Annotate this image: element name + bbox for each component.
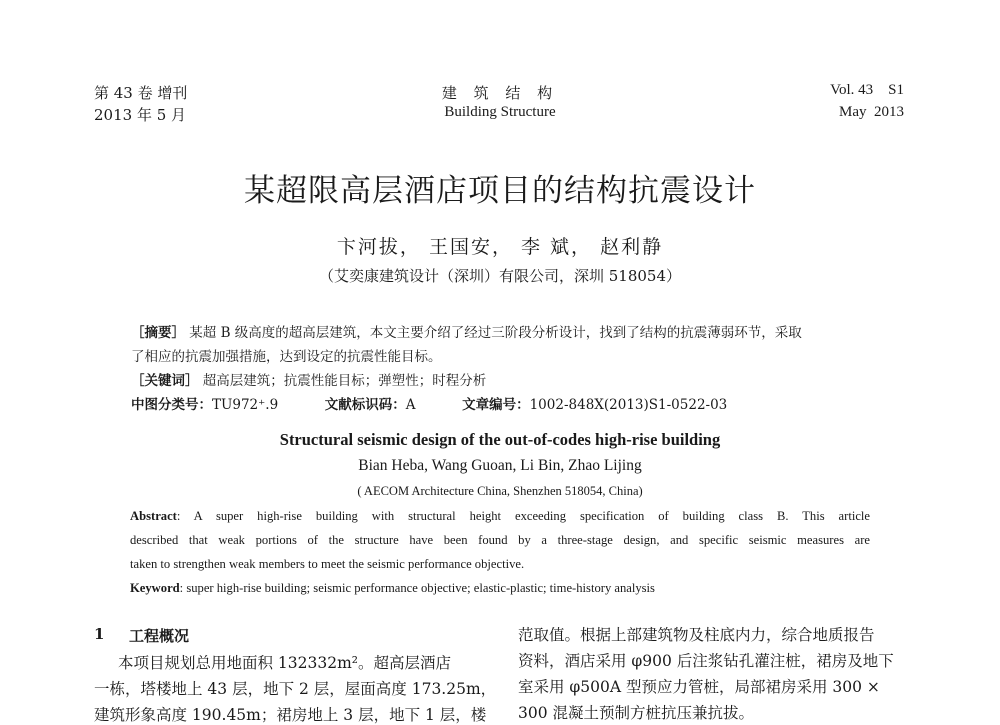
keyword-en [130, 581, 870, 596]
keyword-en-text: : super high-rise building; seismic performance objective; elastic-plastic; time-history analysis [179, 581, 655, 595]
section-1-number: 1 [94, 625, 105, 643]
doc-code-value: A [405, 397, 416, 413]
journal-name-cn: 建 筑 结 构 [441, 84, 559, 102]
body-right-line3: 室采用 φ500A 型预应力管桩，局部裙房采用 300 × [518, 678, 880, 696]
journal-volume: 第 43 卷 增刊 [94, 84, 188, 102]
body-right-line4: 300 混凝土预制方桩抗压兼抗拔。 [518, 704, 755, 722]
authors-cn: 卞河拔， 王国安， 李 斌， 赵利静 [336, 236, 664, 258]
abstract-en-line2: described that weak portions of the structure have been found by a three-stage design, and specific seismic measures are [130, 533, 870, 547]
authors-en: Bian Heba, Wang Guoan, Li Bin, Zhao Lijing [358, 457, 642, 474]
abstract-en-line3: taken to strengthen weak members to meet the seismic performance objective. [130, 557, 525, 571]
abstract-cn-line1 [131, 321, 802, 341]
abstract-cn-label: ［摘要］ [131, 325, 185, 341]
section-1-title: 工程概况 [129, 627, 190, 645]
clc-value: TU972⁺.9 [212, 397, 279, 413]
abstract-en-text1: : A super high-rise building with structural height exceeding specification of building class B. This article [176, 509, 870, 523]
keywords-cn-text: 超高层建筑；抗震性能目标；弹塑性；时程分析 [202, 373, 487, 389]
keywords-cn [131, 369, 486, 389]
body-left-line3: 建筑形象高度 190.45m；裙房地上 3 层，地下 1 层，楼 [94, 706, 487, 724]
journal-name-en: Building Structure [444, 104, 556, 120]
body-left-line2: 一栋，塔楼地上 43 层，地下 2 层，屋面高度 173.25m， [94, 680, 497, 698]
keyword-en-label: Keyword [130, 581, 180, 595]
body-right-line1: 范取值。根据上部建筑物及柱底内力，综合地质报告 [518, 626, 875, 644]
abstract-cn-line2: 了相应的抗震加强措施，达到设定的抗震性能目标。 [131, 349, 442, 365]
paper-title-cn: 某超限高层酒店项目的结构抗震设计 [244, 173, 756, 209]
journal-date-cn: 2013 年 5 月 [94, 106, 187, 124]
abstract-en-line1 [130, 509, 870, 524]
body-left-line1: 本项目规划总用地面积 132332m²。超高层酒店 [118, 654, 452, 672]
keywords-cn-label: ［关键词］ [131, 373, 199, 389]
body-right-line2: 资料，酒店采用 φ900 后注浆钻孔灌注桩，裙房及地下 [518, 652, 894, 670]
doc-code-label: 文献标识码： [324, 397, 406, 413]
paper-title-en: Structural seismic design of the out-of-codes high-rise building [279, 430, 721, 449]
affiliation-cn: （艾奕康建筑设计（深圳）有限公司，深圳 518054） [318, 267, 682, 285]
article-no-label: 文章编号： [462, 397, 530, 413]
clc-label: 中图分类号： [131, 397, 212, 413]
affiliation-en: ( AECOM Architecture China, Shenzhen 518054, China) [357, 484, 643, 498]
classification-line [131, 393, 727, 413]
journal-date-en: May 2013 [839, 104, 904, 120]
abstract-cn-text1: 某超 B 级高度的超高层建筑，本文主要介绍了经过三阶段分析设计，找到了结构的抗震薄弱环节，采取 [189, 325, 802, 341]
article-no-value: 1002-848X(2013)S1-0522-03 [529, 397, 728, 413]
journal-vol-en: Vol. 43 S1 [830, 82, 904, 98]
abstract-en-label: Abstract [130, 509, 177, 523]
